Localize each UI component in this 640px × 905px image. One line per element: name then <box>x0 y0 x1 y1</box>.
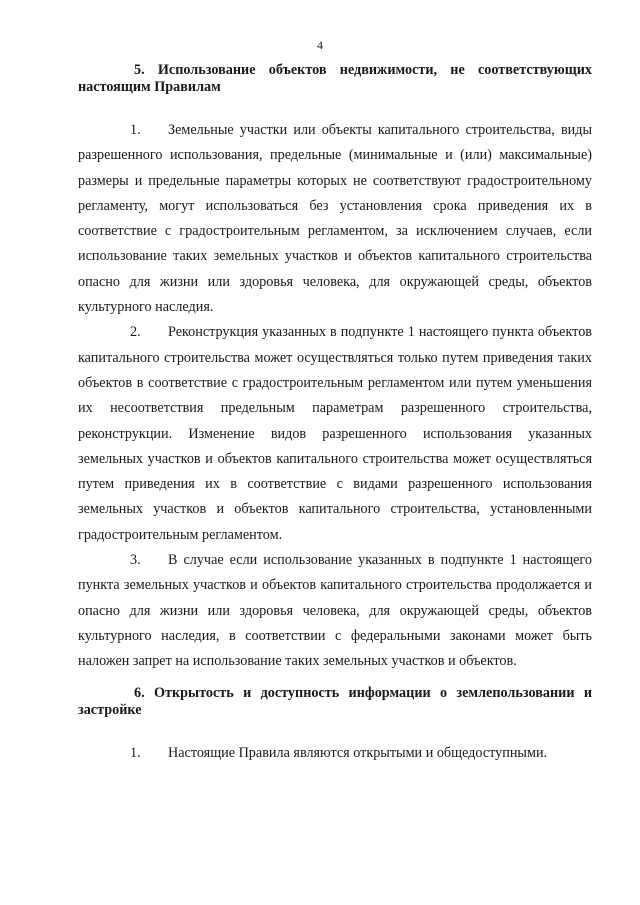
item-text: Земельные участки или объекты капитального строительства, виды разрешенного использования, предельные (минимальные и (или) максимальные) размеры и предельные параметры которых не соответствуют градостроительному регламенту, могут использоваться без установления срока приведения их в соответствие с градостроительным регламентом, за исключением случаев, если использование таких земельных участков и объектов капитального строительства опасно для жизни или здоровья человека, для окружающей среды, объектов культурного наследия. <box>78 122 592 316</box>
document-body <box>78 62 592 766</box>
item-text: В случае если использование указанных в подпункте 1 настоящего пункта земельных участков и объектов капитального строительства продолжается и опасно для жизни или здоровья человека, для окружающей среды, объектов культурного наследия, в соответствии с федеральными законами может быть наложен запрет на использование таких земельных участков и объектов. <box>78 552 592 670</box>
page-number: 4 <box>317 38 323 52</box>
item-number: 1. <box>130 122 141 138</box>
section-5-item-3 <box>78 548 592 674</box>
section-5-item-1 <box>78 118 592 320</box>
section-6-heading: 6. Открытость и доступность информации о землепользовании и застройке <box>78 684 592 718</box>
item-text: Настоящие Правила являются открытыми и общедоступными. <box>168 744 548 761</box>
item-number: 3. <box>130 552 141 569</box>
section-5-heading: 5. Использование объектов недвижимости, не соответствующих настоящим Правилам <box>78 62 592 95</box>
item-number: 1. <box>130 744 141 761</box>
item-number: 2. <box>130 324 141 341</box>
item-text: Реконструкция указанных в подпункте 1 настоящего пункта объектов капитального строительства может осуществляться только путем приведения таких объектов в соответствие с градостроительным регламентом или путем уменьшения их несоответствия предельным параметрам разрешенного строительства, реконструкции. Изменение видов разрешенного использования указанных земельных участков и объектов капитального строительства может осуществляться путем приведения их в соответствие с видами разрешенного использования земельных участков и объектов капитального строительства, установленными градостроительным регламентом. <box>78 324 592 543</box>
section-5-item-2 <box>78 320 592 548</box>
section-6-item-1 <box>78 741 592 766</box>
